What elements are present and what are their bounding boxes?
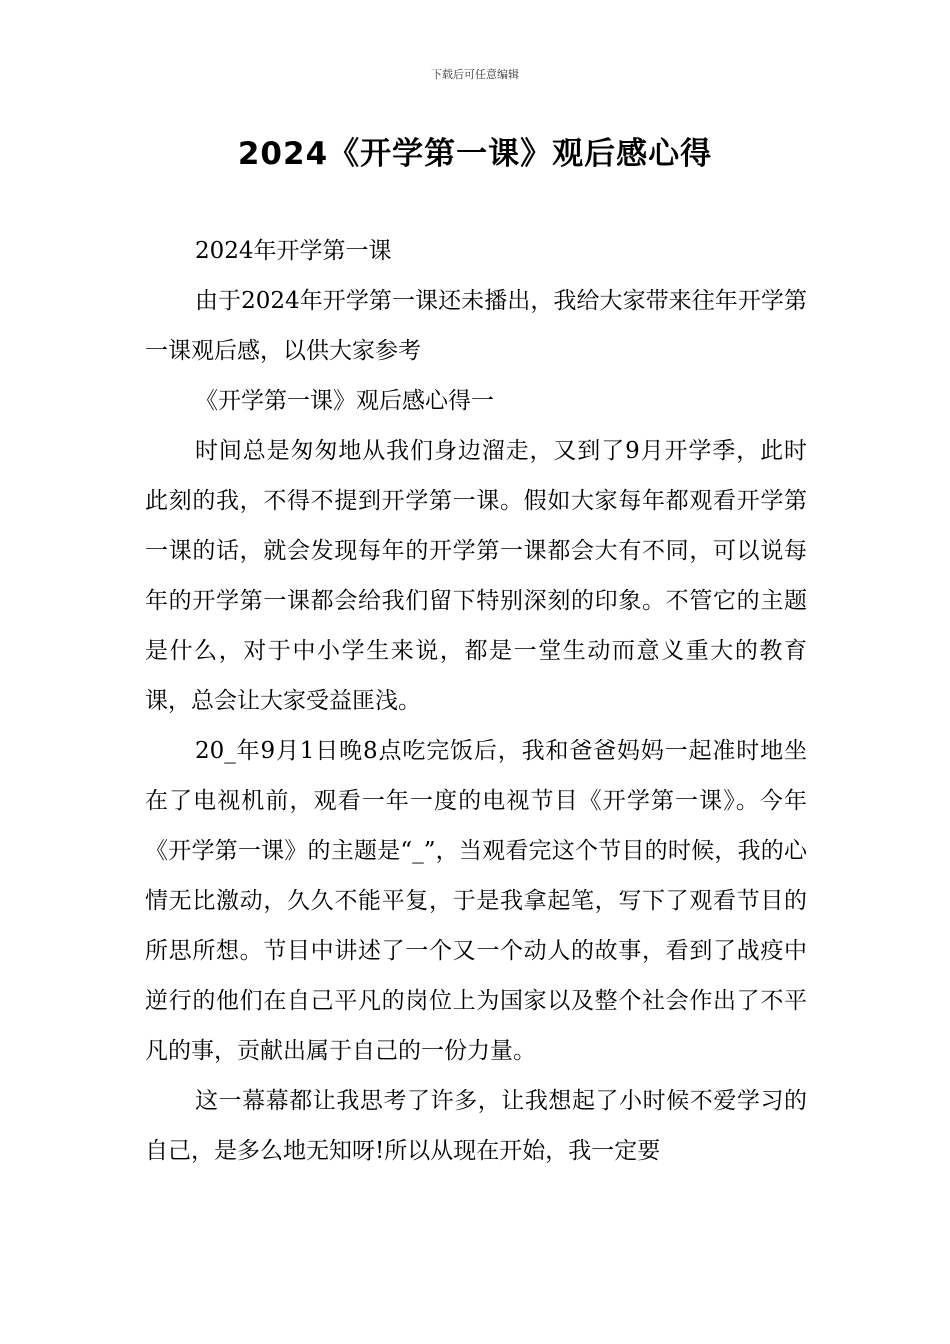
- paragraph-subtitle: 2024年开学第一课: [195, 238, 392, 264]
- paragraph-body: 20_年9月1日晚8点吃完饭后，我和爸爸妈妈一起准时地坐在了电视机前，观看一年一度的电视节目《开学第一课》。今年《开学第一课》的主题是“_”，当观看完这个节目的时候，我的心情无比激动，久久不能平复，于是我拿起笔，写下了观看节目的所思所想。节目中讲述了一个又一个动人的故事，看到了战疫中逆行的他们在自己平凡的岗位上为国家以及整个社会作出了不平凡的事，贡献出属于自己的一份力量。: [145, 738, 807, 1064]
- document-body: [145, 226, 807, 1176]
- paragraph-body: 这一幕幕都让我思考了许多，让我想起了小时候不爱学习的自己，是多么地无知呀!所以从现在开始，我一定要: [145, 1088, 807, 1164]
- paragraph-intro: 由于2024年开学第一课还未播出，我给大家带来往年开学第一课观后感，以供大家参考: [145, 288, 807, 364]
- paragraph-body: 时间总是匆匆地从我们身边溜走，又到了9月开学季，此时此刻的我，不得不提到开学第一课。假如大家每年都观看开学第一课的话，就会发现每年的开学第一课都会大有不同，可以说每年的开学第一课都会给我们留下特别深刻的印象。不管它的主题是什么，对于中小学生来说，都是一堂生动而意义重大的教育课，总会让大家受益匪浅。: [145, 438, 807, 714]
- paragraph-section-heading: 《开学第一课》观后感心得一: [195, 388, 494, 414]
- document-title: 2024《开学第一课》观后感心得: [237, 136, 713, 172]
- header-note: 下载后可任意编辑: [431, 68, 519, 81]
